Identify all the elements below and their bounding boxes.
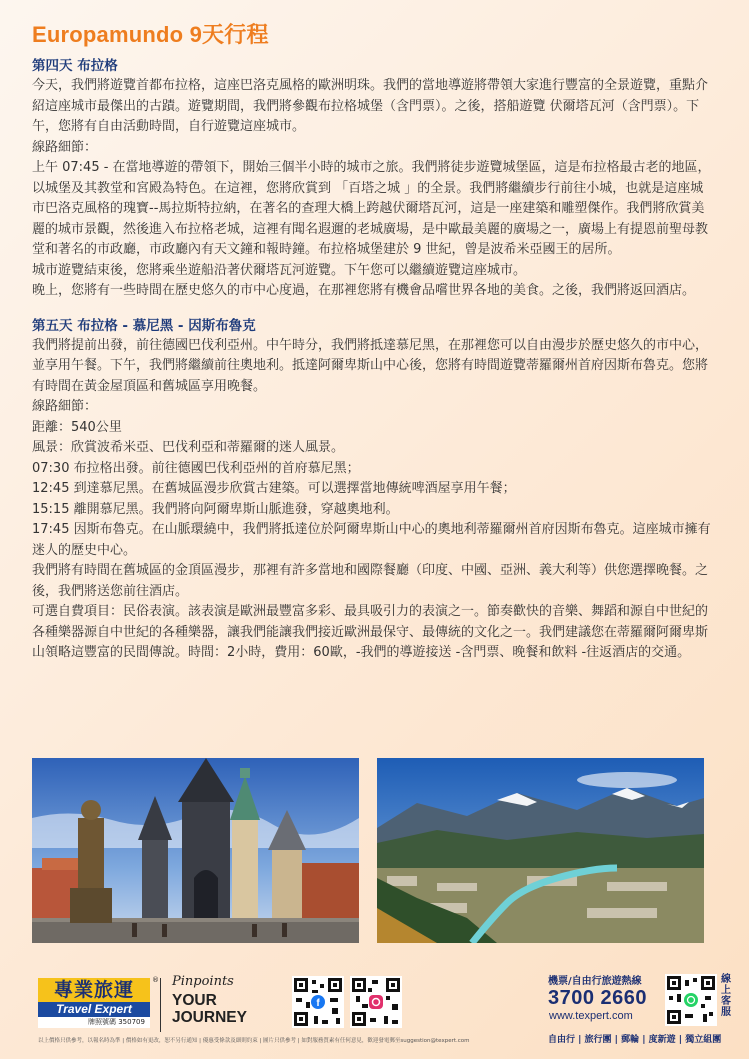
website-link[interactable]: www.texpert.com	[549, 1010, 633, 1022]
day4-after: 城市遊覽結束後，您將乘坐遊船沿著伏爾塔瓦河遊覽。下午您可以繼續遊覽這座城市。	[32, 262, 527, 278]
day5-time-1: 07:30 布拉格出發。前往德國巴伐利亞州的首府慕尼黑；	[32, 460, 360, 476]
tagline-pinpoints: Pinpoints	[172, 974, 234, 989]
itinerary-content	[32, 56, 716, 664]
service-links[interactable]: 自由行 | 旅行團 | 郵輪 | 度新遊 | 獨立組團	[548, 1035, 722, 1045]
day5-heading: 第五天 布拉格 - 慕尼黑 - 因斯布魯克	[32, 317, 256, 334]
divider	[160, 978, 161, 1032]
disclaimer: 以上價格只供參考，以報名時為準 | 價格如有更改，恕不另行通知 | 優惠受條款及細則約束 | 圖片只供參考 | 如對服務質素有任何意見，歡迎發電郵至suggestion@texpert.com	[38, 1038, 470, 1044]
day4-evening: 晚上，您將有一些時間在歷史悠久的市中心度過，在那裡您將有機會品嚐世界各地的美食。之後，我們將返回酒店。	[32, 283, 696, 298]
page-title: Europamundo 9天行程	[32, 22, 269, 47]
day5-intro: 我們將提前出發，前往德國巴伐利亞州。中午時分，我們將抵達慕尼黑，在那裡您可以自由漫步於歷史悠久的市中心，並享用午餐。下午，我們將繼續前往奧地利。抵達阿爾卑斯山中心後，您將有時間遊覽蒂羅爾州首府因斯布魯克。您將有時間在黃金屋頂區和舊城區享用晚餐。	[32, 337, 709, 394]
day5-time-3: 15:15 離開慕尼黑。我們將向阿爾卑斯山脈進發，穿越奧地利。	[32, 501, 399, 517]
instagram-qr-icon[interactable]	[350, 976, 402, 1028]
day5-optional: 可選自費項目：民俗表演。該表演是歐洲最豐富多彩、最具吸引力的表演之一。節奏歡快的音樂、舞蹈和源自中世紀的各種樂器源自中世紀的各種樂器，讓我們能讓我們接近歐洲最保守、最傳統的文化之一。我們建議您在蒂羅爾阿爾卑斯山領略這豐富的民間傳說。時間：2小時，費用：60歐，-我們的導遊接送 -含門票、晚餐和飲料 -往返酒店的交通。	[32, 604, 709, 660]
facebook-qr-icon[interactable]	[292, 976, 344, 1028]
license-number: 牌照號碼 350709	[88, 1018, 145, 1026]
logo-english: Travel Expert	[38, 1002, 150, 1017]
day5-distance: 距離：540公里	[32, 419, 122, 435]
day5-route-label: 線路細節：	[32, 399, 98, 414]
day5-scenery: 風景：欣賞波希米亞、巴伐利亞和蒂羅爾的迷人風景。	[32, 440, 345, 455]
hotline-number[interactable]: 3700 2660	[548, 987, 648, 1009]
svg-text:f: f	[316, 998, 320, 1009]
tagline-your-journey	[172, 992, 247, 1026]
day5-golden-roof: 我們將有時間在舊城區的金頂區漫步，那裡有許多當地和國際餐廳（印度、中國、亞洲、義大利等）供您選擇晚餐。之後，我們將送您前往酒店。	[32, 563, 709, 599]
footer	[0, 970, 749, 1059]
online-service-label[interactable]: 線上客服	[721, 974, 731, 1018]
day4-route-label: 線路細節：	[32, 139, 98, 155]
prague-charles-bridge-photo	[32, 758, 359, 943]
day4-intro: 今天，我們將遊覽首都布拉格，這座巴洛克風格的歐洲明珠。我們的當地導遊將帶領大家進行豐富的全景遊覽，重點介紹這座城市最傑出的古蹟。遊覽期間，我們將參觀布拉格城堡（含門票）。之後，搭船遊覽 伏爾塔瓦河（含門票）。下午，您將有自由活動時間，自行遊覽這座城市。	[32, 78, 709, 134]
tagline-your: YOUR	[172, 992, 217, 1009]
logo-chinese: 專業旅運	[38, 978, 150, 1002]
day5-time-4: 17:45 因斯布魯克。在山脈環繞中，我們將抵達位於阿爾卑斯山中心的奧地利蒂羅爾州首府因斯布魯克。這座城市擁有迷人的歷史中心。	[32, 522, 711, 558]
travel-expert-logo[interactable]	[38, 978, 150, 1028]
whatsapp-qr-icon[interactable]	[665, 974, 717, 1026]
innsbruck-valley-photo	[377, 758, 704, 943]
hotline-label: 機票/自由行旅遊熱線	[548, 976, 642, 987]
registered-mark: ®	[152, 976, 159, 984]
day4-detail: 上午 07:45 - 在當地導遊的帶領下，開始三個半小時的城市之旅。我們將徒步遊覽城堡區，這是布拉格最古老的地區，以城堡及其教堂和宮殿為特色。在這裡，您將欣賞到 「百塔之城 」的全景。我們將繼續步行前往小城，也就是這座城市巴洛克風格的瑰寶--馬拉斯特拉納，在著名的查理大橋上跨越伏爾塔瓦河，這是一座建築和雕塑傑作。我們將欣賞美麗的城市景觀，然後進入布拉格老城，這裡有聞名遐邇的老城廣場，是中歐最美麗的廣場之一，廣場上有提恩前聖母教堂和著名的市政廳，市政廳內有天文鐘和報時鐘。布拉格城堡建於 9 世紀，曾是波希米亞國王的居所。	[32, 160, 711, 257]
day4-heading: 第四天 布拉格	[32, 58, 118, 74]
tagline-journey: JOURNEY	[172, 1009, 247, 1026]
day5-time-2: 12:45 到達慕尼黑。在舊城區漫步欣賞古建築。可以選擇當地傳統啤酒屋享用午餐；	[32, 481, 516, 496]
